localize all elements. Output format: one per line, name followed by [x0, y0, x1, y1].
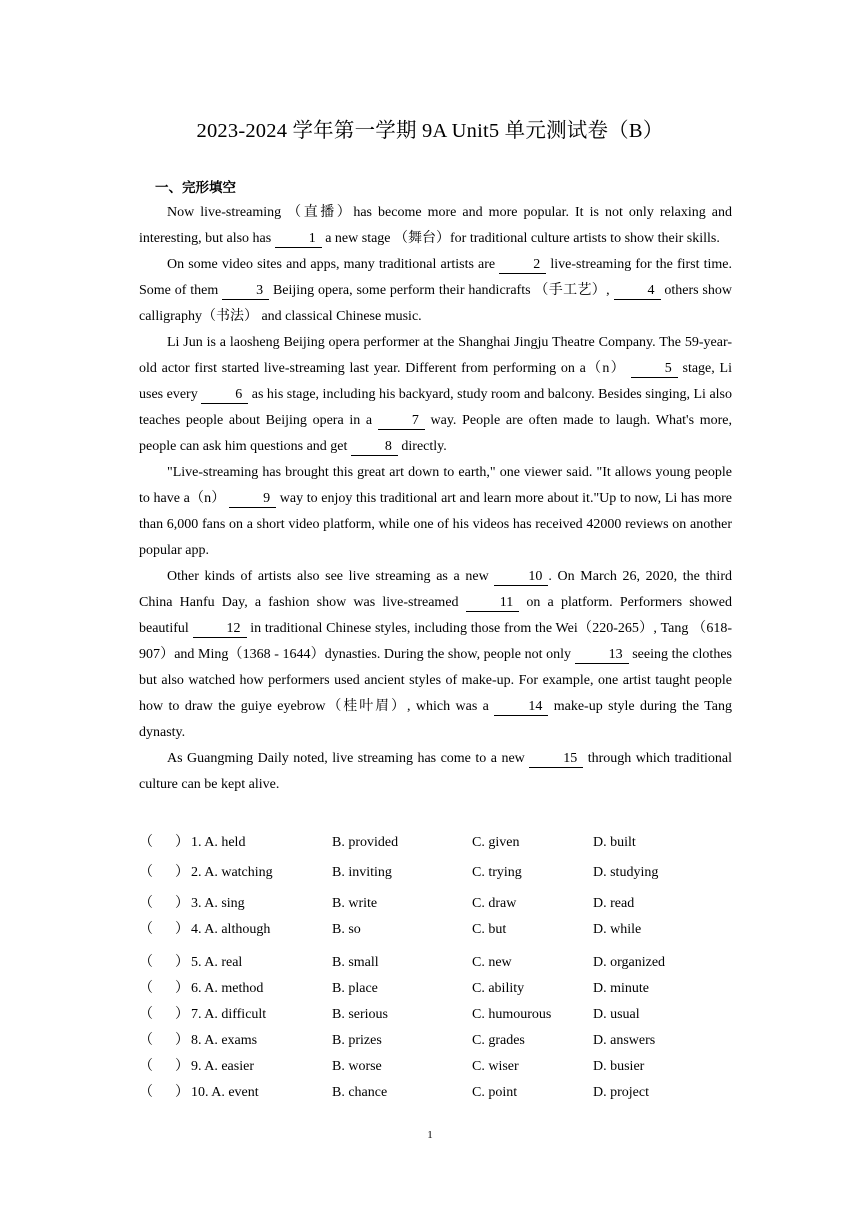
option-c: C. wiser [472, 1059, 519, 1074]
option-b: B. inviting [332, 865, 392, 880]
question-row [139, 953, 739, 973]
answer-paren-open[interactable]: （ [139, 981, 153, 996]
blank-2[interactable]: 2 [499, 256, 546, 274]
option-a: 7. A. difficult [191, 1007, 267, 1022]
option-b: B. worse [332, 1059, 382, 1074]
option-c: C. but [472, 922, 507, 937]
question-row [139, 1083, 739, 1103]
option-b: B. serious [332, 1007, 388, 1022]
question-row [139, 920, 739, 940]
answer-paren-open[interactable]: （ [139, 922, 153, 937]
passage-text: On some video sites and apps, many traditional artists are [167, 257, 500, 272]
answer-paren-open[interactable]: （ [139, 1085, 153, 1100]
blank-1[interactable]: 1 [275, 230, 322, 248]
option-d: D. while [593, 922, 642, 937]
option-a: 3. A. sing [191, 896, 245, 911]
blank-4[interactable]: 4 [614, 282, 661, 300]
passage-text: as his stage, including his backyard, study room and balcony. Besides singing, Li also teaches people about Beijing opera in a [139, 387, 732, 428]
option-d: D. answers [593, 1033, 656, 1048]
option-c: C. new [472, 955, 512, 970]
blank-9[interactable]: 9 [229, 490, 276, 508]
cloze-passage [139, 200, 732, 798]
question-row [139, 1031, 739, 1051]
section-heading: 一、完形填空 [155, 180, 236, 196]
answer-paren-close: ） [175, 835, 189, 850]
option-a: 4. A. although [191, 922, 271, 937]
passage-text: Li Jun is a laosheng Beijing opera performer at the Shanghai Jingju Theatre Company. The 59-year-old actor first started live-streaming last year. Different from performing on a（n） [139, 335, 732, 376]
option-d: D. usual [593, 1007, 640, 1022]
answer-paren-open[interactable]: （ [139, 865, 153, 880]
answer-paren-open[interactable]: （ [139, 1033, 153, 1048]
passage-text: seeing the clothes but also watched how performers used ancient styles of make-up. For example, one artist taught people how to draw the guiye eyebrow（桂叶眉）, which was a [139, 647, 732, 714]
option-a: 6. A. method [191, 981, 264, 996]
blank-5[interactable]: 5 [631, 360, 678, 378]
answer-paren-close: ） [175, 922, 189, 937]
option-d: D. project [593, 1085, 649, 1100]
option-b: B. prizes [332, 1033, 382, 1048]
blank-11[interactable]: 11 [466, 594, 519, 612]
option-d: D. read [593, 896, 635, 911]
option-a: 10. A. event [191, 1085, 259, 1100]
passage-text: directly. [397, 439, 447, 454]
option-c: C. trying [472, 865, 522, 880]
answer-paren-close: ） [175, 955, 189, 970]
answer-paren-open[interactable]: （ [139, 1007, 153, 1022]
passage-text: through which traditional culture can be kept alive. [139, 751, 732, 792]
blank-13[interactable]: 13 [575, 646, 629, 664]
blank-12[interactable]: 12 [193, 620, 247, 638]
passage-text: stage, Li uses every [139, 361, 732, 402]
passage-text: As Guangming Daily noted, live streaming has come to a new [167, 751, 530, 766]
answer-paren-close: ） [175, 896, 189, 911]
answer-paren-close: ） [175, 1033, 189, 1048]
blank-8[interactable]: 8 [351, 438, 398, 456]
passage-text: way. People are often made to laugh. What's more, people can ask him questions and get [139, 413, 732, 454]
blank-15[interactable]: 15 [529, 750, 583, 768]
option-b: B. place [332, 981, 378, 996]
page-number: 1 [427, 1129, 433, 1141]
blank-10[interactable]: 10 [494, 568, 548, 586]
answer-paren-open[interactable]: （ [139, 835, 153, 850]
passage-text: on a platform. Performers showed beautiful [139, 595, 732, 636]
option-b: B. provided [332, 835, 399, 850]
passage-paragraph [139, 746, 732, 798]
option-d: D. minute [593, 981, 649, 996]
option-c: C. grades [472, 1033, 525, 1048]
passage-text: Beijing opera, some perform their handicrafts （手工艺）, [269, 283, 614, 298]
answer-paren-open[interactable]: （ [139, 1059, 153, 1074]
option-a: 5. A. real [191, 955, 243, 970]
passage-text: . On March 26, 2020, the third China Hanfu Day, a fashion show was live-streamed [139, 569, 732, 610]
passage-paragraph [139, 460, 732, 564]
blank-3[interactable]: 3 [222, 282, 269, 300]
option-c: C. point [472, 1085, 518, 1100]
answer-paren-close: ） [175, 1059, 189, 1074]
page-title: 2023-2024 学年第一学期 9A Unit5 单元测试卷（B） [196, 120, 664, 142]
question-row [139, 1057, 739, 1077]
passage-text: Other kinds of artists also see live streaming as a new [167, 569, 495, 584]
answer-paren-close: ） [175, 865, 189, 880]
option-d: D. studying [593, 865, 659, 880]
passage-text: others show calligraphy（书法） and classical Chinese music. [139, 283, 732, 324]
option-a: 1. A. held [191, 835, 246, 850]
passage-text: live-streaming for the first time. Some of them [139, 257, 732, 298]
option-d: D. busier [593, 1059, 645, 1074]
passage-text: Now live-streaming （直播）has become more and more popular. It is not only relaxing and interesting, but also has [139, 205, 732, 246]
passage-text: in traditional Chinese styles, including those from the Wei（220-265）, Tang （618-907）and Ming（1368 - 1644）dynasties. During the show, people not only [139, 621, 732, 662]
blank-7[interactable]: 7 [378, 412, 425, 430]
passage-text: a new stage （舞台）for traditional culture artists to show their skills. [321, 231, 720, 246]
question-row [139, 833, 739, 853]
passage-text: "Live-streaming has brought this great art down to earth," one viewer said. "It allows young people to have a（n） [139, 465, 732, 506]
option-d: D. built [593, 835, 636, 850]
question-row [139, 863, 739, 883]
option-c: C. ability [472, 981, 525, 996]
passage-paragraph [139, 564, 732, 746]
passage-text: way to enjoy this traditional art and learn more about it."Up to now, Li has more than 6,000 fans on a short video platform, while one of his videos has received 42000 reviews on another popular app. [139, 491, 732, 558]
question-row [139, 1005, 739, 1025]
option-c: C. humourous [472, 1007, 552, 1022]
question-row [139, 894, 739, 914]
blank-14[interactable]: 14 [494, 698, 548, 716]
option-d: D. organized [593, 955, 666, 970]
passage-text: make-up style during the Tang dynasty. [139, 699, 732, 740]
answer-paren-open[interactable]: （ [139, 955, 153, 970]
option-b: B. so [332, 922, 361, 937]
passage-paragraph [139, 330, 732, 460]
passage-paragraph [139, 200, 732, 252]
option-a: 2. A. watching [191, 865, 273, 880]
option-b: B. small [332, 955, 379, 970]
answer-paren-close: ） [175, 1085, 189, 1100]
option-b: B. chance [332, 1085, 388, 1100]
option-b: B. write [332, 896, 378, 911]
option-a: 9. A. easier [191, 1059, 254, 1074]
option-a: 8. A. exams [191, 1033, 258, 1048]
blank-6[interactable]: 6 [201, 386, 248, 404]
option-c: C. draw [472, 896, 517, 911]
answer-paren-open[interactable]: （ [139, 896, 153, 911]
answer-paren-close: ） [175, 1007, 189, 1022]
answer-paren-close: ） [175, 981, 189, 996]
passage-paragraph [139, 252, 732, 330]
question-row [139, 979, 739, 999]
option-c: C. given [472, 835, 520, 850]
